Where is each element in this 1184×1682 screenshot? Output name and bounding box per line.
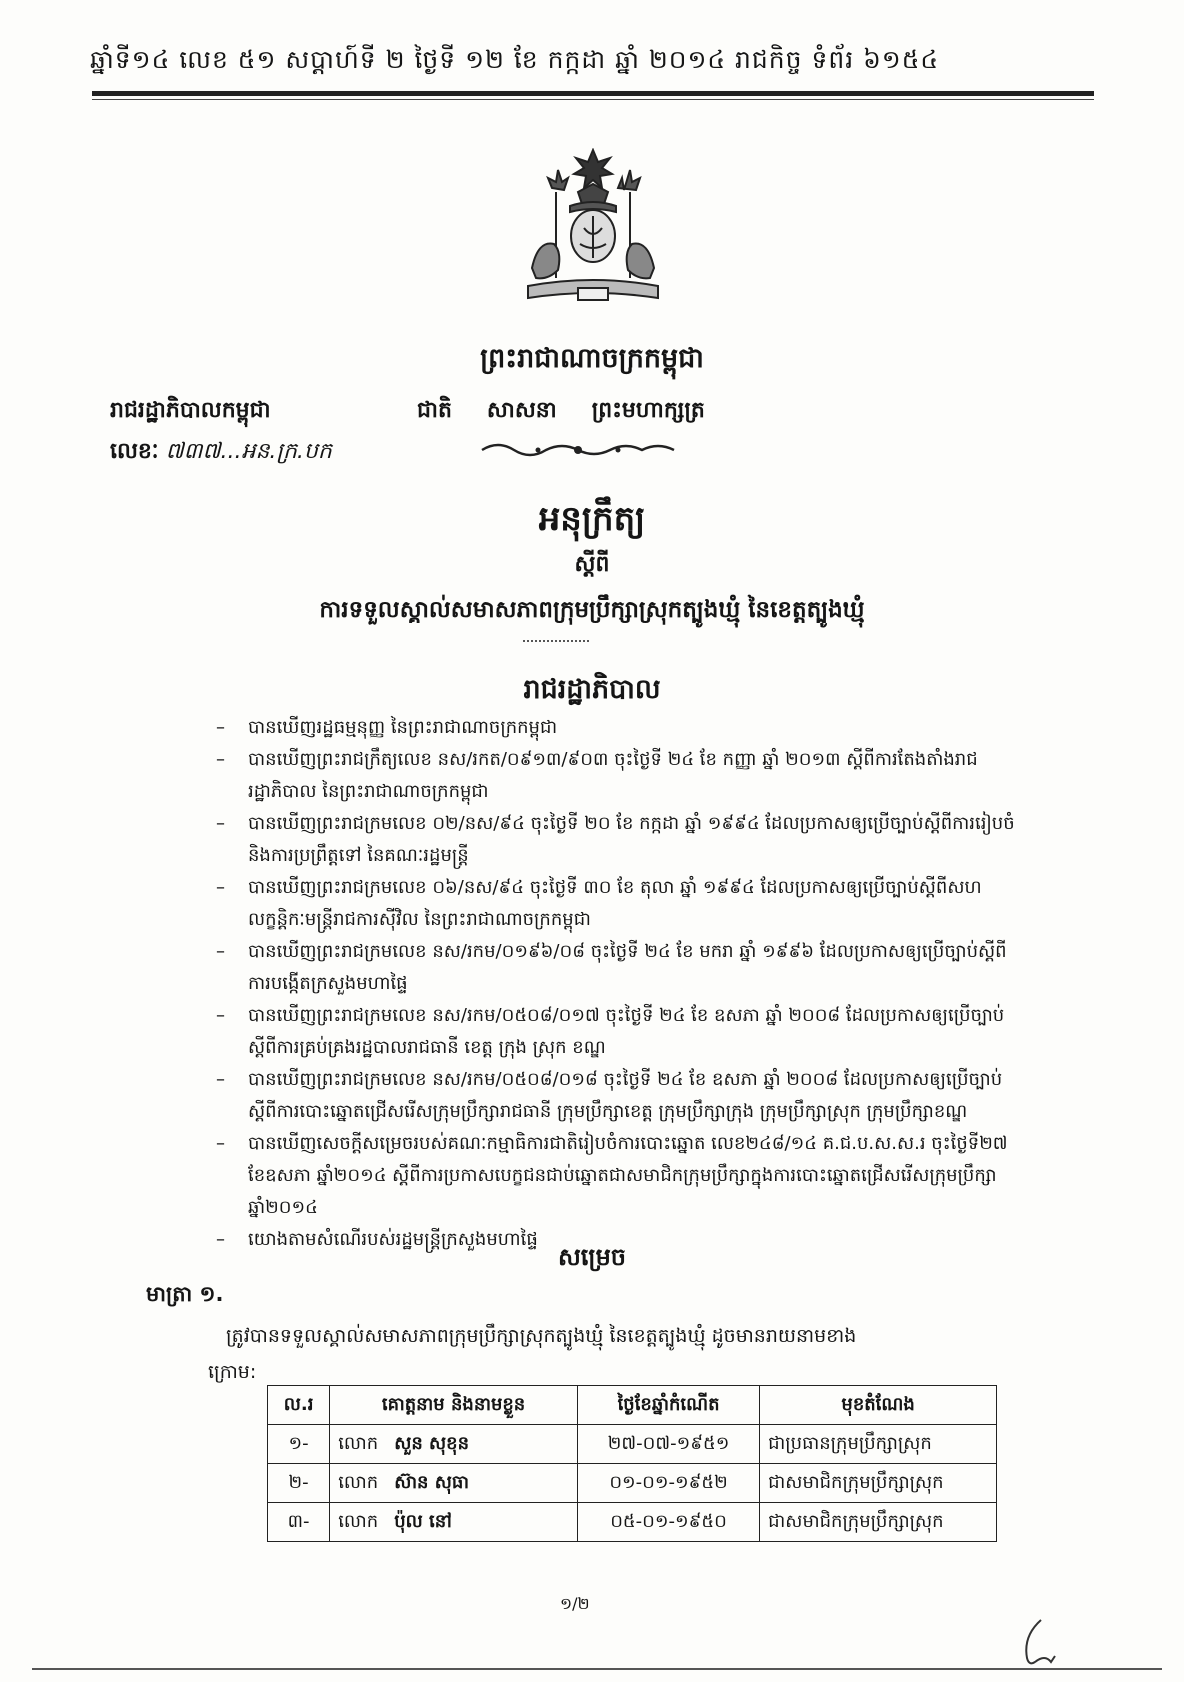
row-no: ២- (268, 1464, 330, 1503)
recital-item: – បានឃើញព្រះរាជក្រឹត្យលេខ នស/រកត/០៩១៣/៩០៣ ចុះថ្ងៃទី ២៤ ខែ កញ្ញា ឆ្នាំ ២០១៣ ស្តីពីការតែងតាំងរាជរដ្ឋាភិបាល នៃព្រះរាជាណាចក្រកម្ពុជា (216, 749, 978, 802)
signature-mark-icon (1005, 1618, 1065, 1668)
row-name: ស៊ាន សុធា (394, 1471, 470, 1493)
article-line-1: ត្រូវបានទទួលស្គាល់សមាសភាពក្រុមប្រឹក្សាស្រុកត្បូងឃ្មុំ នៃខេត្តត្បូងឃ្មុំ ដូចមានរាយនាមខាង (226, 1325, 857, 1347)
reference-label: លេខៈ (110, 439, 159, 464)
row-dob: ០១-០១-១៩៥២ (577, 1464, 759, 1503)
recital-text: បានឃើញព្រះរាជក្រមលេខ ០៦/នស/៩៤ ចុះថ្ងៃទី ៣០ ខែ តុលា ឆ្នាំ ១៩៩៤ ដែលប្រកាសឲ្យប្រើច្បាប់ស្តីពីសហលក្ខន្តិកៈមន្ត្រីរាជការស៊ីវិល នៃព្រះរាជាណាចក្រកម្ពុជា (248, 877, 982, 930)
members-table (267, 1385, 997, 1542)
recital-item: – បានឃើញព្រះរាជក្រមលេខ ០២/នស/៩៤ ចុះថ្ងៃទី ២០ ខែ កក្កដា ឆ្នាំ ១៩៩៤ ដែលប្រកាសឲ្យប្រើច្បាប់ស្តីពីការរៀបចំ និងការប្រព្រឹត្តទៅ នៃគណៈរដ្ឋមន្ត្រី (216, 813, 1015, 866)
motto-king: ព្រះមហាក្សត្រ (591, 398, 705, 423)
recital-text: បានឃើញព្រះរាជក្រមលេខ នស/រកម/០៥០៨/០១៧ ចុះថ្ងៃទី ២៤ ខែ ឧសភា ឆ្នាំ ២០០៨ ដែលប្រកាសឲ្យប្រើច្បាប់ស្តីពីការគ្រប់គ្រងរដ្ឋបាលរាជធានី ខេត្ត ក្រុង ស្រុក ខណ្ឌ (248, 1005, 1005, 1058)
row-position: ជាសមាជិកក្រុមប្រឹក្សាស្រុក (760, 1464, 997, 1503)
row-title: លោក (338, 1432, 379, 1454)
recital-text: បានឃើញសេចក្តីសម្រេចរបស់គណៈកម្មាធិការជាតិរៀបចំការបោះឆ្នោត លេខ២៤៨/១៤ គ.ជ.ប.ស.ស.រ ចុះថ្ងៃទី២៧ ខែឧសភា ឆ្នាំ២០១៤ ស្តីពីការប្រកាសបេក្ខជនជាប់ឆ្នោតជាសមាជិកក្រុមប្រឹក្សាក្នុងការបោះឆ្នោតជ្រើសរើសក្រុមប្រឹក្សាឆ្នាំ២០១៤ (248, 1133, 1008, 1218)
recital-item: – បានឃើញព្រះរាជក្រមលេខ នស/រកម/០៥០៨/០១៧ ចុះថ្ងៃទី ២៤ ខែ ឧសភា ឆ្នាំ ២០០៨ ដែលប្រកាសឲ្យប្រើច្បាប់ស្តីពីការគ្រប់គ្រងរដ្ឋបាលរាជធានី ខេត្ត ក្រុង ស្រុក ខណ្ឌ (216, 1005, 1005, 1058)
article-line-2: ក្រោម: (208, 1361, 257, 1383)
table-row (268, 1503, 997, 1542)
row-fullname (330, 1425, 578, 1464)
row-no: ១- (268, 1425, 330, 1464)
table-row (268, 1464, 997, 1503)
header-name: គោត្តនាម និងនាមខ្លួន (330, 1386, 578, 1425)
reference-value: ៧៣៧...អន.ក្រ.បក (165, 439, 332, 464)
table-header-row (268, 1386, 997, 1425)
ministry-motto-row (110, 396, 733, 428)
royal-emblem-icon (518, 148, 668, 308)
header-dob: ថ្ងៃខែឆ្នាំកំណើត (577, 1386, 759, 1425)
article-title: មាត្រា ១. (146, 1282, 224, 1306)
row-position: ជាសមាជិកក្រុមប្រឹក្សាស្រុក (760, 1503, 997, 1542)
header-position: មុខតំណែង (760, 1386, 997, 1425)
row-name: ប៉ុល នៅ (394, 1510, 452, 1532)
row-fullname (330, 1464, 578, 1503)
row-position: ជាប្រធានក្រុមប្រឹក្សាស្រុក (760, 1425, 997, 1464)
recital-text: បានឃើញព្រះរាជក្រឹត្យលេខ នស/រកត/០៩១៣/៩០៣ ចុះថ្ងៃទី ២៤ ខែ កញ្ញា ឆ្នាំ ២០១៣ ស្តីពីការតែងតាំងរាជរដ្ឋាភិបាល នៃព្រះរាជាណាចក្រកម្ពុជា (248, 749, 978, 802)
gazette-header: ឆ្នាំទី១៤ លេខ ៥១ សប្តាហ៍ទី ២ ថ្ងៃទី ១២ ខែ កក្កដា ឆ្នាំ ២០១៤ រាជកិច្ច ទំព័រ ៦១៥៤ (90, 45, 940, 74)
document-about: ស្តីពី (574, 552, 610, 577)
recital-text: បានឃើញព្រះរាជក្រមលេខ ០២/នស/៩៤ ចុះថ្ងៃទី ២០ ខែ កក្កដា ឆ្នាំ ១៩៩៤ ដែលប្រកាសឲ្យប្រើច្បាប់ស្តីពីការរៀបចំ និងការប្រព្រឹត្តទៅ នៃគណៈរដ្ឋមន្ត្រី (248, 813, 1015, 866)
row-title: លោក (338, 1510, 379, 1532)
row-no: ៣- (268, 1503, 330, 1542)
document-subject: ការទទួលស្គាល់សមាសភាពក្រុមប្រឹក្សាស្រុកត្បូងឃ្មុំ នៃខេត្តត្បូងឃ្មុំ (319, 597, 865, 623)
ministry-name: រាជរដ្ឋាភិបាលកម្ពុជា (110, 398, 271, 423)
article-body (208, 1318, 1026, 1390)
header-rule-thin (92, 99, 1094, 100)
recital-item: – បានឃើញព្រះរាជក្រមលេខ នស/រកម/០១៩៦/០៨ ចុះថ្ងៃទី ២៤ ខែ មករា ឆ្នាំ ១៩៩៦ ដែលប្រកាសឲ្យប្រើច្បាប់ស្តីពីការបង្កើតក្រសួងមហាផ្ទៃ (216, 941, 1007, 994)
page-bottom-rule (32, 1668, 1162, 1670)
motto-nation: ជាតិ (417, 398, 452, 423)
recital-text: បានឃើញរដ្ឋធម្មនុញ្ញ នៃព្រះរាជាណាចក្រកម្ពុជា (248, 717, 558, 738)
row-dob: ០៥-០១-១៩៥០ (577, 1503, 759, 1542)
authority-heading: រាជរដ្ឋាភិបាល (523, 674, 661, 705)
recital-item: – បានឃើញរដ្ឋធម្មនុញ្ញ នៃព្រះរាជាណាចក្រកម្ពុជា (216, 717, 558, 738)
recital-text: យោងតាមសំណើរបស់រដ្ឋមន្ត្រីក្រសួងមហាផ្ទៃ (248, 1229, 538, 1250)
header-rule-thick (92, 91, 1094, 96)
kingdom-title: ព្រះរាជាណាចក្រកម្ពុជា (480, 343, 704, 374)
row-dob: ២៧-០៧-១៩៥១ (577, 1425, 759, 1464)
motto-religion: សាសនា (486, 398, 557, 423)
reference-number (110, 437, 332, 469)
decision-heading: សម្រេច (557, 1243, 627, 1271)
table-row (268, 1425, 997, 1464)
subject-divider (523, 640, 589, 643)
recital-text: បានឃើញព្រះរាជក្រមលេខ នស/រកម/០១៩៦/០៨ ចុះថ្ងៃទី ២៤ ខែ មករា ឆ្នាំ ១៩៩៦ ដែលប្រកាសឲ្យប្រើច្បាប់ស្តីពីការបង្កើតក្រសួងមហាផ្ទៃ (248, 941, 1007, 994)
recital-item: – យោងតាមសំណើរបស់រដ្ឋមន្ត្រីក្រសួងមហាផ្ទៃ (216, 1229, 538, 1250)
row-fullname (330, 1503, 578, 1542)
page-number: ១/២ (560, 1594, 590, 1613)
ornament-icon (478, 440, 678, 460)
recital-text: បានឃើញព្រះរាជក្រមលេខ នស/រកម/០៥០៨/០១៨ ចុះថ្ងៃទី ២៤ ខែ ឧសភា ឆ្នាំ ២០០៨ ដែលប្រកាសឲ្យប្រើច្បាប់ស្តីពីការបោះឆ្នោតជ្រើសរើសក្រុមប្រឹក្សារាជធានី ក្រុមប្រឹក្សាខេត្ត ក្រុមប្រឹក្សាក្រុង ក្រុមប្រឹក្សាស្រុក ក្រុមប្រឹក្សាខណ្ឌ (248, 1069, 1003, 1122)
recital-item: – បានឃើញព្រះរាជក្រមលេខ ០៦/នស/៩៤ ចុះថ្ងៃទី ៣០ ខែ តុលា ឆ្នាំ ១៩៩៤ ដែលប្រកាសឲ្យប្រើច្បាប់ស្តីពីសហលក្ខន្តិកៈមន្ត្រីរាជការស៊ីវិល នៃព្រះរាជាណាចក្រកម្ពុជា (216, 877, 982, 930)
header-no: ល.រ (268, 1386, 330, 1425)
recital-item: – បានឃើញព្រះរាជក្រមលេខ នស/រកម/០៥០៨/០១៨ ចុះថ្ងៃទី ២៤ ខែ ឧសភា ឆ្នាំ ២០០៨ ដែលប្រកាសឲ្យប្រើច្បាប់ស្តីពីការបោះឆ្នោតជ្រើសរើសក្រុមប្រឹក្សារាជធានី ក្រុមប្រឹក្សាខេត្ត ក្រុមប្រឹក្សាក្រុង ក្រុមប្រឹក្សាស្រុក ក្រុមប្រឹក្សាខណ្ឌ (216, 1069, 1003, 1122)
recitals-list (216, 712, 1028, 1256)
document-type: អនុក្រឹត្យ (538, 499, 646, 539)
row-name: សួន សុខុន (394, 1432, 470, 1454)
row-title: លោក (338, 1471, 379, 1493)
recital-item: – បានឃើញសេចក្តីសម្រេចរបស់គណៈកម្មាធិការជាតិរៀបចំការបោះឆ្នោត លេខ២៤៨/១៤ គ.ជ.ប.ស.ស.រ ចុះថ្ងៃទី២៧ ខែឧសភា ឆ្នាំ២០១៤ ស្តីពីការប្រកាសបេក្ខជនជាប់ឆ្នោតជាសមាជិកក្រុមប្រឹក្សាក្នុងការបោះឆ្នោតជ្រើសរើសក្រុមប្រឹក្សាឆ្នាំ២០១៤ (216, 1133, 1008, 1218)
